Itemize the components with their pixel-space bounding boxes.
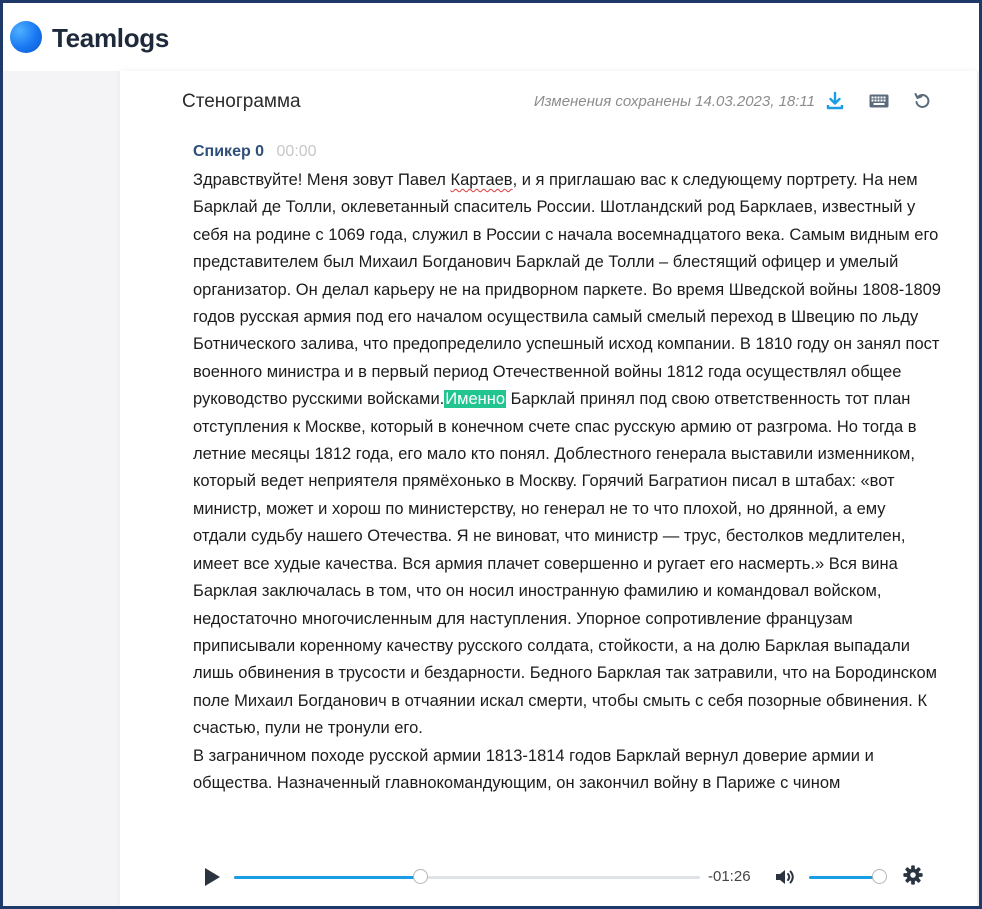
volume-slider[interactable] <box>809 876 881 879</box>
download-icon <box>825 91 845 111</box>
download-button[interactable] <box>823 89 847 113</box>
gear-icon <box>902 864 924 886</box>
undo-icon <box>913 92 931 110</box>
play-icon <box>202 866 222 888</box>
volume-icon <box>773 865 797 889</box>
settings-button[interactable] <box>902 864 926 888</box>
transcript-segment: Барклай принял под свою ответственность тот план отступления к Москве, который в конечном счете спас русскую армию от разгрома. Но тогда в летние месяцы 1812 года, его мало кто понял. Доблестного генерала выставили изменником, который ведет неприятеля прямёхонько в Москву. Горячий Багратион писал в штабах: «вот министр, может и хорош по министерству, но генерал не то что плохой, но дрянной, а ему отдали судьбу нашего Отечества. Я не виноват, что министр — трус, бестолков медлителен, имеет все худые качества. Вся армия плачет совершенно и ругает его насмерть.» Вся вина Барклая заключалась в том, что он носил иностранную фамилию и командовал войском, недостаточно многочисленным для наступления. Упорное сопротивление французам приписывали коренному качеству русского солдата, стойкости, а на долю Барклая выпадали лишь обвинения в трусости и бездарности. Бедного Барклая так затравили, что на Бородинском поле Михаил Богданович в отчаянии искал смерти, чтобы смыть с себя позорные обвинения. К счастью, пули не тронули его. <box>193 390 937 738</box>
save-status: Изменения сохранены 14.03.2023, 18:11 <box>533 93 815 110</box>
page-title: Стенограмма <box>182 91 301 112</box>
audio-player <box>120 846 977 906</box>
keyboard-shortcuts-button[interactable] <box>867 89 891 113</box>
progress-handle[interactable] <box>413 869 428 884</box>
transcript-segment: Здравствуйте! Меня зовут Павел <box>193 171 451 189</box>
remaining-time: -01:26 <box>708 868 751 885</box>
logo-text: Teamlogs <box>52 23 170 53</box>
speaker-timestamp[interactable]: 00:00 <box>276 143 317 160</box>
transcript-segment: , и я приглашаю вас к следующему портрету. На нем Барклай де Толли, оклеветанный спаситель России. Шотландский род Барклаев, известный у себя на родине с 1069 года, служил в России с начала восемнадцатого века. Самым видным его представителем был Михаил Богданович Барклай де Толли – блестящий офицер и умелый организатор. Он делал карьеру не на придворном паркете. Во время Шведской войны 1808-1809 годов русская армия под его началом осуществила самый смелый переход в Швецию по льду Ботнического залива, что предопределило успешный исход компании. В 1810 году он занял пост военного министра и в первый период Отечественной войны 1812 года осуществлял общее руководство русскими войсками. <box>193 171 941 409</box>
current-word-highlight[interactable]: Именно <box>445 390 506 409</box>
progress-bar[interactable] <box>234 876 700 879</box>
speaker-header <box>193 143 317 161</box>
spellcheck-word[interactable]: Картаев <box>450 171 513 189</box>
mute-button[interactable] <box>773 865 797 889</box>
transcript-panel <box>120 71 977 906</box>
progress-fill <box>234 876 420 879</box>
play-button[interactable] <box>202 866 222 888</box>
transcript-paragraph[interactable]: В заграничном походе русской армии 1813-1814 годов Барклай вернул доверие армии и общества. Назначенный главнокомандующим, он закончил войну в Париже с чином <box>193 746 874 792</box>
transcript-text[interactable] <box>193 167 943 797</box>
logo-icon <box>10 21 42 53</box>
speaker-name[interactable]: Спикер 0 <box>193 143 265 160</box>
keyboard-icon <box>869 94 889 108</box>
undo-button[interactable] <box>910 89 934 113</box>
volume-fill <box>809 876 879 879</box>
transcript-paragraph[interactable] <box>193 167 943 743</box>
volume-handle[interactable] <box>872 869 887 884</box>
app-header <box>3 3 979 71</box>
